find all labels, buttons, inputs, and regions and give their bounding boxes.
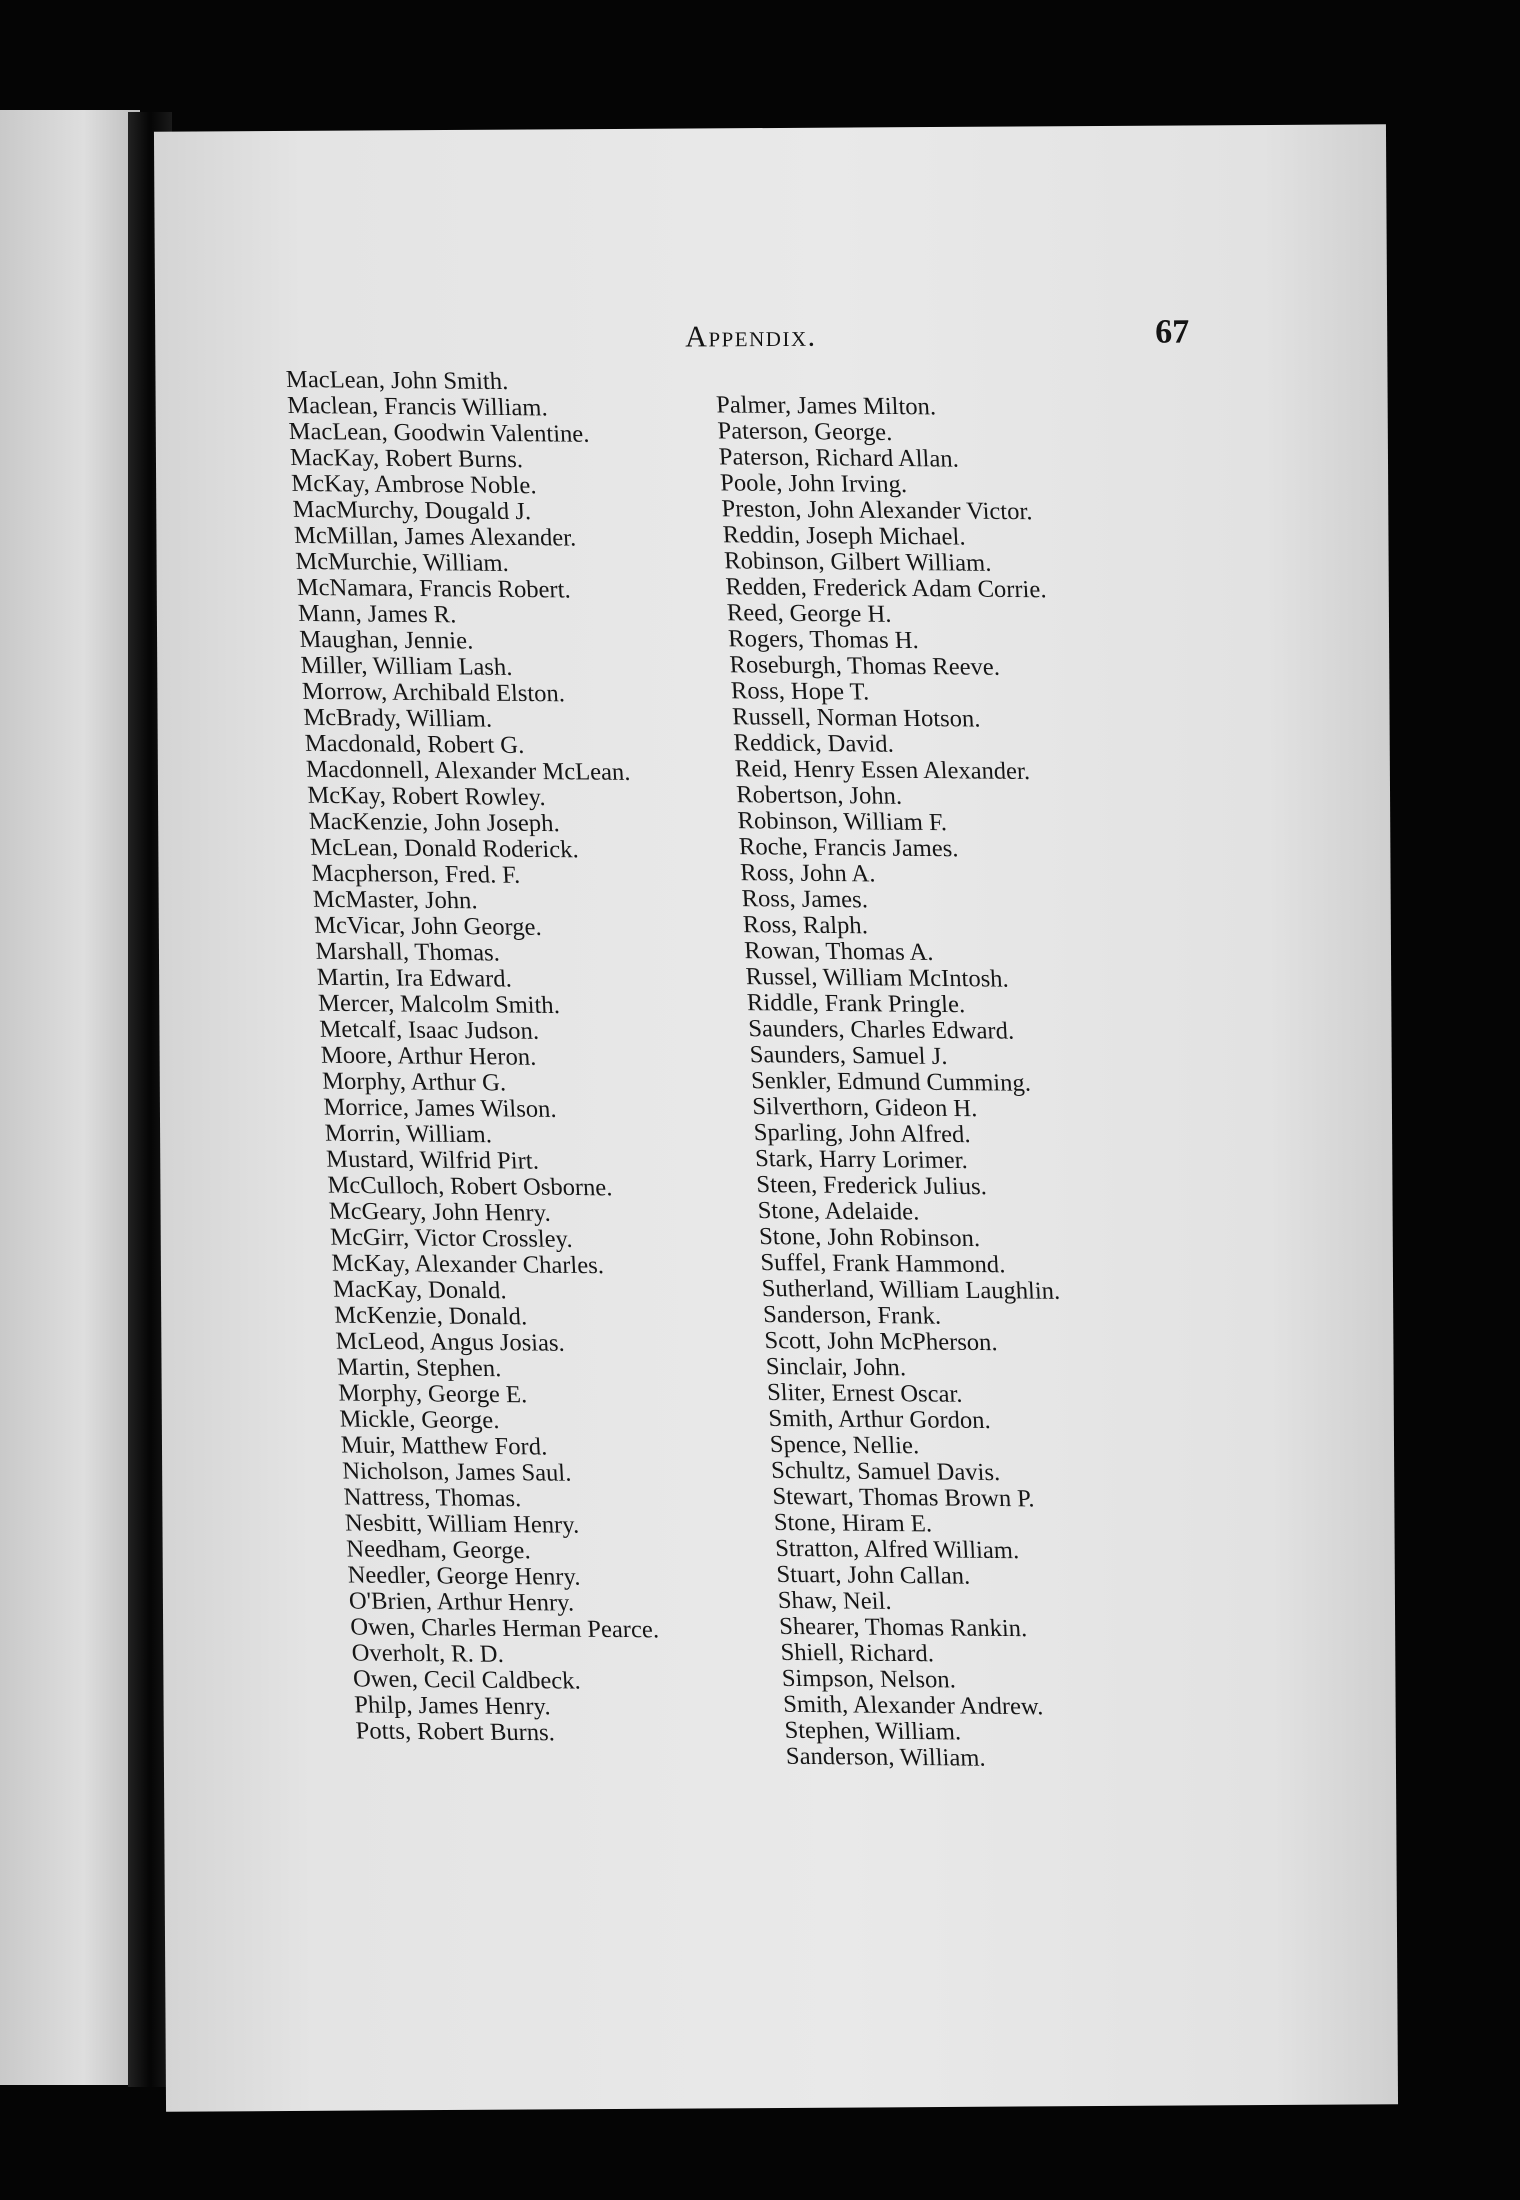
name-entry: Nesbitt, William Henry.: [344, 1509, 580, 1539]
name-entry: Roseburgh, Thomas Reeve.: [728, 651, 1001, 681]
name-entry: Preston, John Alexander Victor.: [720, 495, 1033, 526]
name-entry: Morrice, James Wilson.: [322, 1093, 558, 1123]
document-page: [154, 124, 1398, 2111]
name-entry: Overholt, R. D.: [351, 1639, 505, 1668]
name-entry: Rowan, Thomas A.: [743, 937, 934, 966]
name-entry: Paterson, George.: [716, 417, 893, 447]
name-entry: Mustard, Wilfrid Pirt.: [325, 1145, 540, 1175]
name-entry: Reddick, David.: [732, 729, 895, 758]
name-entry: Stuart, John Callan.: [775, 1560, 971, 1590]
name-entry: Maclean, Francis William.: [286, 391, 549, 422]
name-entry: Potts, Robert Burns.: [355, 1717, 556, 1747]
page-header: [155, 306, 1387, 374]
name-entry: Maughan, Jennie.: [298, 625, 474, 655]
name-entry: Reid, Henry Essen Alexander.: [734, 755, 1031, 786]
name-entry: McKay, Ambrose Noble.: [290, 469, 538, 500]
name-entry: McBrady, William.: [302, 703, 493, 733]
name-entry: Spence, Nellie.: [769, 1430, 920, 1460]
name-entry: Silverthorn, Gideon H.: [751, 1093, 978, 1123]
name-entry: Paterson, Richard Allan.: [718, 443, 960, 473]
name-entry: Macpherson, Fred. F.: [310, 859, 521, 889]
name-entry: Ross, Hope T.: [730, 677, 870, 706]
name-entry: Schultz, Samuel Davis.: [770, 1456, 1001, 1487]
name-entry: Russel, William McIntosh.: [745, 963, 1010, 993]
name-entry: McKay, Robert Rowley.: [306, 781, 547, 812]
name-entry: MacKenzie, John Joseph.: [308, 807, 561, 838]
name-entry: McLean, Donald Roderick.: [309, 833, 580, 864]
name-entry: Simpson, Nelson.: [781, 1664, 957, 1694]
name-entry: Moore, Arthur Heron.: [320, 1041, 537, 1071]
name-entry: Palmer, James Milton.: [715, 391, 937, 421]
name-entry: Morphy, George E.: [337, 1379, 528, 1409]
name-entry: MacLean, John Smith.: [285, 365, 509, 396]
name-entry: Senkler, Edmund Cumming.: [750, 1067, 1032, 1097]
name-entry: McNamara, Francis Robert.: [296, 573, 572, 604]
name-entry: Shaw, Neil.: [777, 1586, 893, 1615]
name-entry: Stark, Harry Lorimer.: [754, 1145, 969, 1175]
name-entry: McMillan, James Alexander.: [293, 521, 577, 552]
name-entry: Smith, Arthur Gordon.: [767, 1404, 992, 1435]
name-entry: Saunders, Charles Edward.: [747, 1015, 1015, 1045]
name-entry: Needler, George Henry.: [347, 1561, 581, 1591]
name-entry: Redden, Frederick Adam Corrie.: [724, 573, 1048, 604]
name-list-right-column: [716, 392, 1108, 1772]
page-number: 67: [1155, 313, 1190, 351]
name-entry: Sutherland, William Laughlin.: [761, 1274, 1061, 1305]
name-entry: Sparling, John Alfred.: [753, 1119, 972, 1149]
name-entry: Morrin, William.: [324, 1119, 493, 1149]
name-entry: Robertson, John.: [735, 781, 903, 810]
name-entry: McVicar, John George.: [313, 911, 543, 941]
name-entry: Reed, George H.: [726, 599, 892, 628]
name-entry: Morphy, Arthur G.: [321, 1067, 507, 1097]
name-entry: Mickle, George.: [338, 1405, 500, 1435]
name-entry: Shearer, Thomas Rankin.: [778, 1612, 1028, 1643]
name-entry: Stephen, William.: [783, 1716, 962, 1746]
name-entry: Macdonald, Robert G.: [304, 729, 525, 759]
name-entry: Needham, George.: [345, 1535, 532, 1565]
name-entry: Owen, Charles Herman Pearce.: [349, 1613, 660, 1644]
name-entry: Saunders, Samuel J.: [749, 1041, 948, 1070]
name-entry: McLeod, Angus Josias.: [334, 1327, 566, 1357]
name-entry: Ross, Ralph.: [742, 911, 869, 940]
name-entry: Stone, Adelaide.: [757, 1197, 920, 1226]
name-entry: Marshall, Thomas.: [314, 937, 501, 967]
name-entry: Robinson, William F.: [736, 807, 948, 837]
name-entry: MacKay, Donald.: [332, 1275, 508, 1305]
name-entry: Sinclair, John.: [765, 1352, 907, 1382]
name-entry: Nattress, Thomas.: [342, 1483, 522, 1513]
name-entry: Steen, Frederick Julius.: [755, 1171, 988, 1201]
name-entry: Sanderson, Frank.: [762, 1300, 942, 1330]
name-entry: Scott, John McPherson.: [763, 1326, 999, 1357]
name-entry: McMurchie, William.: [294, 547, 510, 577]
name-entry: Roche, Francis James.: [738, 833, 959, 863]
name-entry: Macdonnell, Alexander McLean.: [305, 755, 631, 786]
name-entry: Robinson, Gilbert William.: [723, 547, 992, 577]
name-entry: Martin, Ira Edward.: [316, 963, 513, 993]
facing-page-edge: [0, 110, 140, 2085]
name-entry: McKay, Alexander Charles.: [330, 1249, 605, 1280]
name-entry: McMaster, John.: [312, 885, 479, 915]
name-entry: Philp, James Henry.: [353, 1691, 552, 1721]
name-entry: Shiell, Richard.: [779, 1638, 935, 1668]
name-entry: Mercer, Malcolm Smith.: [317, 989, 561, 1020]
name-entry: Metcalf, Isaac Judson.: [318, 1015, 540, 1045]
name-list-left-column: [285, 367, 680, 1748]
name-entry: Suffel, Frank Hammond.: [759, 1248, 1006, 1279]
name-entry: McCulloch, Robert Osborne.: [326, 1171, 613, 1202]
name-entry: McKenzie, Donald.: [333, 1301, 528, 1331]
name-entry: Stone, John Robinson.: [758, 1223, 981, 1253]
name-entry: Smith, Alexander Andrew.: [782, 1690, 1044, 1721]
name-entry: Owen, Cecil Caldbeck.: [352, 1665, 582, 1695]
name-entry: Muir, Matthew Ford.: [340, 1431, 548, 1461]
name-entry: Morrow, Archibald Elston.: [301, 677, 566, 708]
name-entry: Stewart, Thomas Brown P.: [771, 1482, 1036, 1513]
name-entry: McGirr, Victor Crossley.: [329, 1223, 574, 1253]
name-entry: Martin, Stephen.: [336, 1353, 502, 1383]
name-entry: Russell, Norman Hotson.: [731, 703, 981, 733]
name-entry: Sanderson, William.: [785, 1742, 987, 1772]
name-entry: MacLean, Goodwin Valentine.: [288, 417, 590, 448]
running-head: Appendix.: [685, 319, 817, 354]
name-entry: Poole, John Irving.: [719, 469, 908, 499]
name-entry: Mann, James R.: [297, 599, 457, 629]
name-entry: Nicholson, James Saul.: [341, 1457, 572, 1487]
name-entry: Ross, James.: [740, 885, 869, 914]
name-entry: Stone, Hiram E.: [773, 1508, 933, 1538]
name-entry: Reddin, Joseph Michael.: [722, 521, 967, 551]
name-entry: O'Brien, Arthur Henry.: [348, 1587, 575, 1617]
name-entry: MacMurchy, Dougald J.: [292, 495, 532, 526]
name-entry: Riddle, Frank Pringle.: [746, 989, 966, 1019]
name-entry: Stratton, Alfred William.: [774, 1534, 1020, 1565]
name-entry: MacKay, Robert Burns.: [289, 443, 524, 474]
name-entry: Sliter, Ernest Oscar.: [766, 1378, 964, 1408]
name-entry: Ross, John A.: [739, 859, 876, 888]
name-entry: McGeary, John Henry.: [328, 1197, 552, 1227]
name-entry: Miller, William Lash.: [300, 651, 513, 681]
name-entry: Rogers, Thomas H.: [727, 625, 920, 655]
